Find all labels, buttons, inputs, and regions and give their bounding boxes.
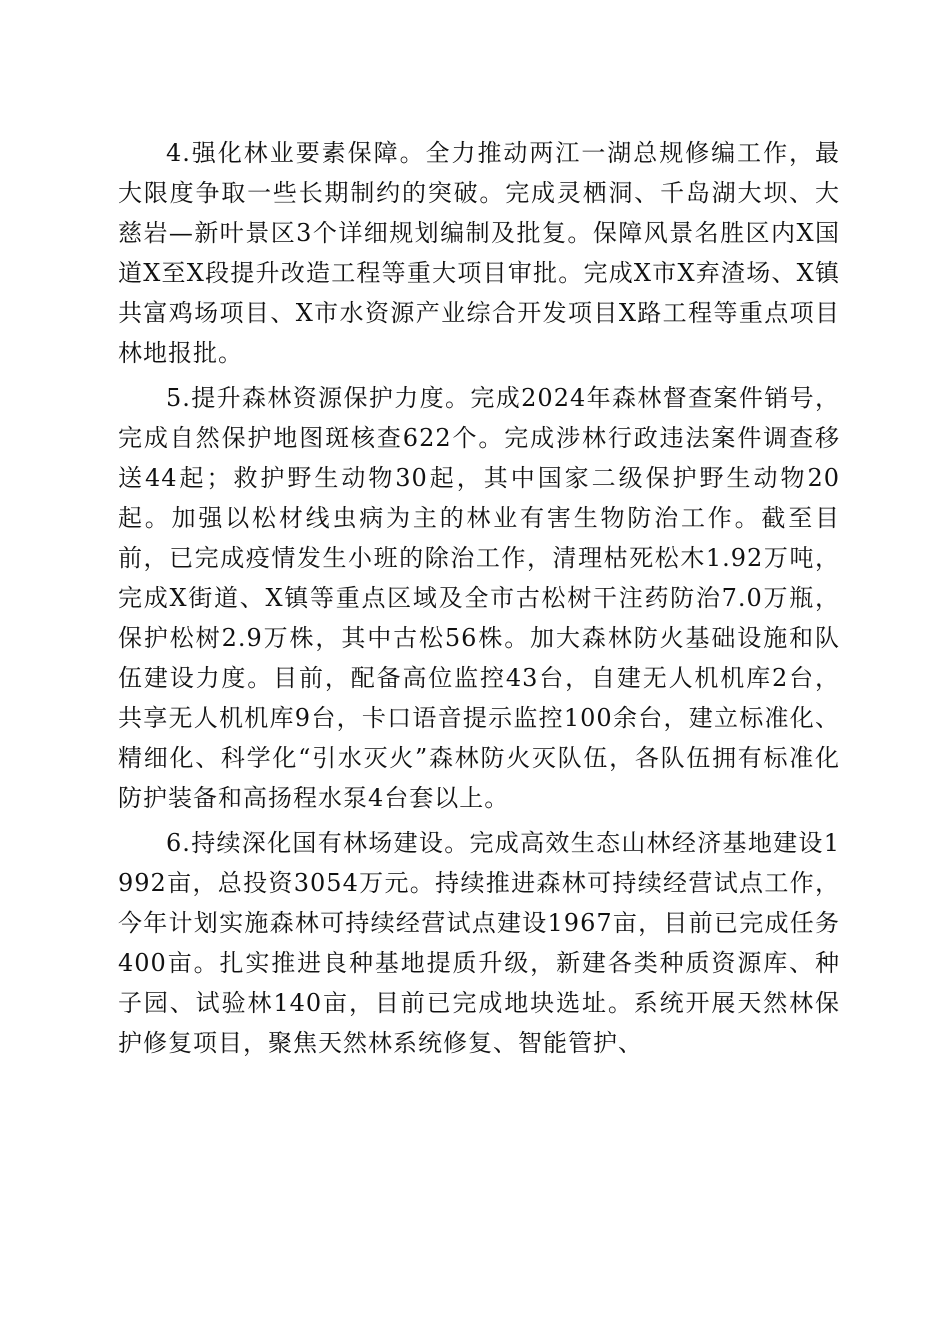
document-body — [118, 133, 840, 1068]
paragraph-5-forest-resource-protection: 5.提升森林资源保护力度。完成2024年森林督查案件销号，完成自然保护地图斑核查622个。完成涉林行政违法案件调查移送44起；救护野生动物30起，其中国家二级保护野生动物20起。加强以松材线虫病为主的林业有害生物防治工作。截至目前，已完成疫情发生小班的除治工作，清理枯死松木1.92万吨，完成X街道、X镇等重点区域及全市古松树干注药防治7.0万瓶，保护松树2.9万株，其中古松56株。加大森林防火基础设施和队伍建设力度。目前，配备高位监控43台，自建无人机机库2台，共享无人机机库9台，卡口语音提示监控100余台，建立标准化、精细化、科学化“引水灭火”森林防火灭队伍，各队伍拥有标准化防护装备和高扬程水泵4台套以上。 — [118, 384, 840, 812]
paragraph-6-state-forest-farm-construction: 6.持续深化国有林场建设。完成高效生态山林经济基地建设1992亩，总投资3054万元。持续推进森林可持续经营试点工作，今年计划实施森林可持续经营试点建设1967亩，目前已完成任务400亩。扎实推进良种基地提质升级，新建各类种质资源库、种子园、试验林140亩，目前已完成地块选址。系统开展天然林保护修复项目，聚焦天然林系统修复、智能管护、 — [118, 829, 840, 1057]
paragraph-4-forestry-factor-guarantee: 4.强化林业要素保障。全力推动两江一湖总规修编工作，最大限度争取一些长期制约的突破。完成灵栖洞、千岛湖大坝、大慈岩—新叶景区3个详细规划编制及批复。保障风景名胜区内X国道X至X段提升改造工程等重大项目审批。完成X市X弃渣场、X镇共富鸡场项目、X市水资源产业综合开发项目X路工程等重点项目林地报批。 — [118, 139, 840, 367]
